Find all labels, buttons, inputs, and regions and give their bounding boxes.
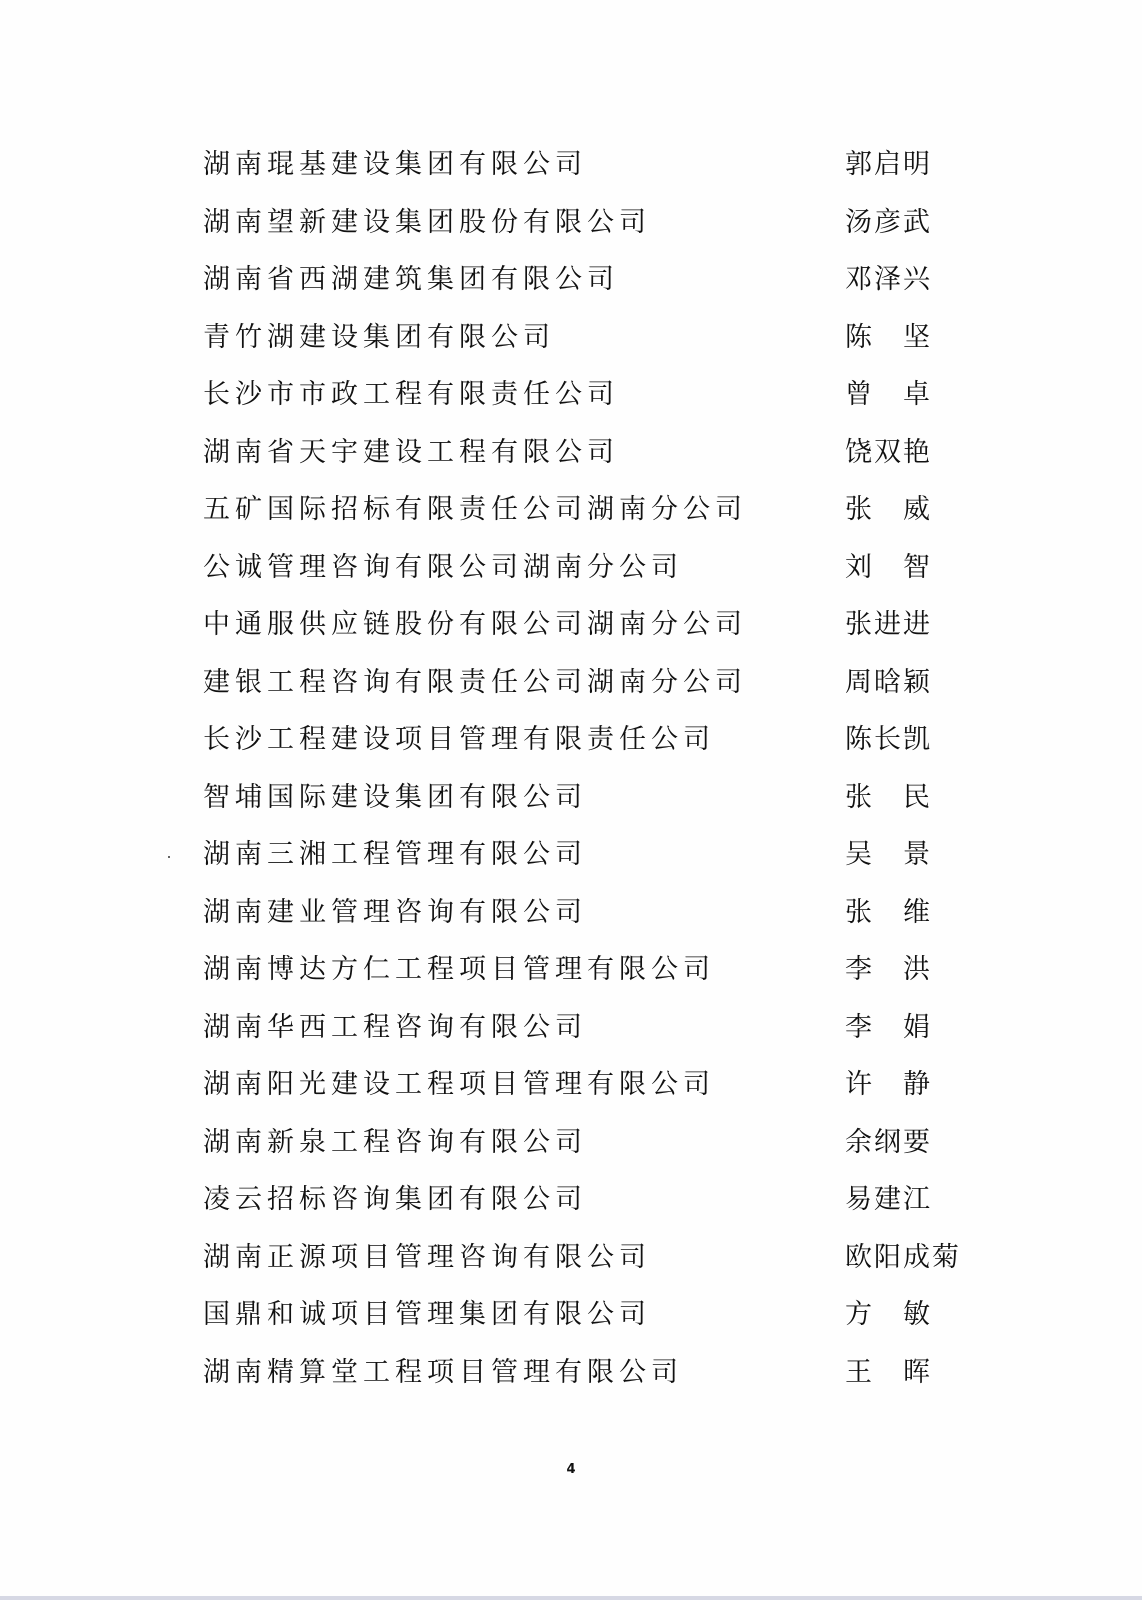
company-name: 智埔国际建设集团有限公司 [203, 781, 587, 813]
company-name: 国鼎和诚项目管理集团有限公司 [203, 1299, 651, 1330]
company-name: 湖南望新建设集团股份有限公司 [203, 206, 651, 238]
company-name: 长沙市市政工程有限责任公司 [203, 379, 619, 410]
list-item [203, 1353, 983, 1411]
company-name: 湖南建业管理咨询有限公司 [203, 896, 587, 928]
person-name: 郭启明 [845, 149, 932, 180]
company-name: 湖南三湘工程管理有限公司 [203, 839, 587, 870]
person-name: 方 敏 [845, 1299, 932, 1330]
person-name: 余纲要 [845, 1126, 932, 1158]
list-item [203, 318, 983, 376]
company-name: 建银工程咨询有限责任公司湖南分公司 [203, 666, 747, 698]
person-name: 李 娟 [845, 1011, 932, 1043]
person-name: 饶双艳 [845, 436, 932, 468]
page-number: 4 [566, 1462, 576, 1477]
list-item [203, 950, 983, 1008]
list-item [203, 778, 983, 836]
list-item [203, 1295, 983, 1353]
company-name: 湖南精算堂工程项目管理有限公司 [203, 1356, 683, 1388]
person-name: 刘 智 [845, 551, 932, 583]
company-name: 凌云招标咨询集团有限公司 [203, 1184, 587, 1215]
person-name: 吴 景 [845, 839, 932, 870]
company-name: 湖南阳光建设工程项目管理有限公司 [203, 1069, 715, 1100]
list-item [203, 835, 983, 893]
person-name: 陈 坚 [845, 321, 932, 353]
person-name: 李 洪 [845, 954, 932, 985]
list-item [203, 260, 983, 318]
list-item [203, 490, 983, 548]
list-item [203, 548, 983, 606]
company-name: 湖南正源项目管理咨询有限公司 [203, 1241, 651, 1273]
person-name: 许 静 [845, 1069, 932, 1100]
company-name: 湖南新泉工程咨询有限公司 [203, 1126, 587, 1158]
list-item [203, 375, 983, 433]
company-name: 青竹湖建设集团有限公司 [203, 321, 555, 353]
person-name: 欧阳成菊 [845, 1241, 961, 1273]
person-name: 张 威 [845, 494, 932, 525]
company-name: 湖南博达方仁工程项目管理有限公司 [203, 954, 715, 985]
person-name: 陈长凯 [845, 724, 932, 755]
list-item [203, 605, 983, 663]
company-name: 湖南省天宇建设工程有限公司 [203, 436, 619, 468]
company-name: 公诚管理咨询有限公司湖南分公司 [203, 551, 683, 583]
list-item [203, 145, 983, 203]
list-item [203, 1008, 983, 1066]
person-name: 邓泽兴 [845, 264, 932, 295]
person-name: 周晗颖 [845, 666, 932, 698]
company-name: 五矿国际招标有限责任公司湖南分公司 [203, 494, 747, 525]
person-name: 曾 卓 [845, 379, 932, 410]
company-name: 湖南华西工程咨询有限公司 [203, 1011, 587, 1043]
list-item [203, 1180, 983, 1238]
scan-speck [168, 856, 170, 858]
list-item [203, 1065, 983, 1123]
company-name: 中通服供应链股份有限公司湖南分公司 [203, 609, 747, 640]
list-item [203, 433, 983, 491]
person-name: 张 民 [845, 781, 932, 813]
company-name: 湖南琨基建设集团有限公司 [203, 149, 587, 180]
list-item [203, 720, 983, 778]
company-name: 长沙工程建设项目管理有限责任公司 [203, 724, 715, 755]
list-item [203, 1123, 983, 1181]
list-item [203, 203, 983, 261]
person-name: 王 晖 [845, 1356, 932, 1388]
company-name: 湖南省西湖建筑集团有限公司 [203, 264, 619, 295]
person-name: 汤彦武 [845, 206, 932, 238]
list-item [203, 663, 983, 721]
person-name: 易建江 [845, 1184, 932, 1215]
list-item [203, 893, 983, 951]
person-name: 张 维 [845, 896, 932, 928]
company-person-list [203, 145, 983, 1410]
list-item [203, 1238, 983, 1296]
page-edge [0, 1596, 1142, 1600]
person-name: 张进进 [845, 609, 932, 640]
